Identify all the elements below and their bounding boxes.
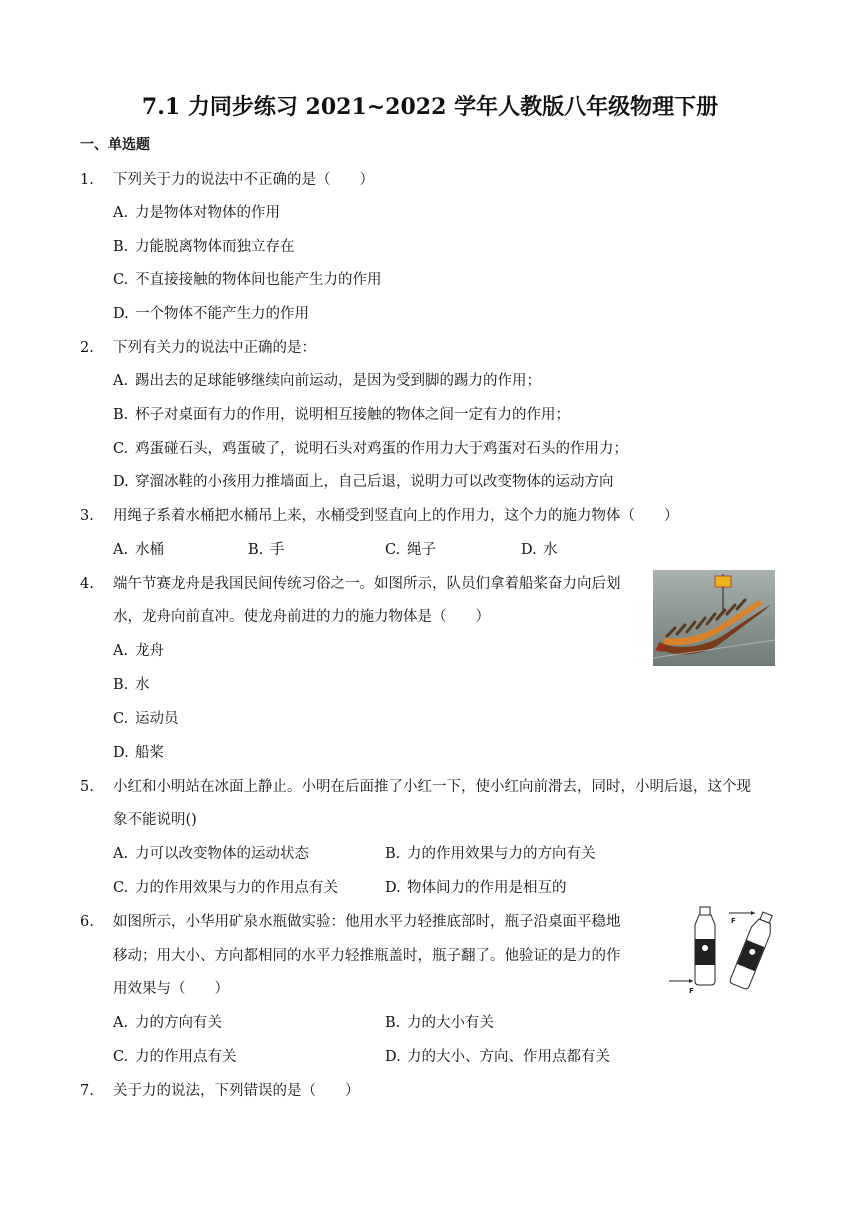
option (113, 540, 164, 560)
question-stem: 下列关于力的说法中不正确的是（ ） (113, 172, 374, 188)
option (113, 709, 179, 729)
document-title: 7.1 力同步练习 2021~2022 学年人教版八年级物理下册 (141, 94, 719, 120)
option (113, 304, 309, 324)
option-text: 运动员 (135, 711, 179, 727)
option (113, 203, 280, 223)
option-letter: C. (113, 441, 129, 457)
question-stem: 下列有关力的说法中正确的是： (113, 340, 316, 356)
flag-icon (715, 576, 731, 587)
option (113, 237, 295, 257)
question-stem: 移动；用大小、方向都相同的水平力轻推瓶盖时，瓶子翻了。他验证的是力的作 (113, 948, 621, 964)
option-text: 手 (270, 542, 285, 558)
option-letter: B. (113, 677, 129, 693)
option-letter: C. (113, 711, 129, 727)
option-letter: B. (113, 407, 129, 423)
option-letter: B. (385, 846, 401, 862)
option-text: 鸡蛋碰石头，鸡蛋破了，说明石头对鸡蛋的作用力大于鸡蛋对石头的作用力； (135, 441, 628, 457)
option (113, 270, 382, 290)
option (113, 1013, 222, 1033)
bottle-cap-icon (700, 907, 710, 915)
question-stem: 关于力的说法，下列错误的是（ ） (113, 1083, 360, 1099)
option-letter: A. (113, 1015, 129, 1031)
label-logo-icon (702, 945, 708, 951)
question-stem: 用绳子系着水桶把水桶吊上来，水桶受到竖直向上的作用力，这个力的施力物体（ ） (113, 508, 679, 524)
option-letter: C. (113, 272, 129, 288)
dragon-boat-photo (653, 570, 775, 666)
option-text: 龙舟 (135, 643, 164, 659)
water-bottles-figure (663, 905, 778, 995)
option-letter: A. (113, 373, 129, 389)
question-stem: 象不能说明() (113, 812, 197, 828)
question-stem: 用效果与（ ） (113, 981, 229, 997)
option-text: 穿溜冰鞋的小孩用力推墙面上，自己后退，说明力可以改变物体的运动方向 (135, 474, 614, 490)
option-text: 力是物体对物体的作用 (135, 205, 280, 221)
option-letter: C. (385, 542, 401, 558)
question-stem: 小红和小明站在冰面上静止。小明在后面推了小红一下，使小红向前滑去，同时，小明后退，这个现 (113, 779, 751, 795)
option (521, 540, 558, 560)
option (385, 1013, 494, 1033)
option-text: 水 (135, 677, 150, 693)
upright-bottle (695, 907, 715, 985)
question-number: 3. (80, 508, 94, 524)
option (113, 743, 164, 763)
option-letter: A. (113, 205, 129, 221)
option-text: 力的作用点有关 (135, 1049, 237, 1065)
option-letter: A. (113, 643, 129, 659)
option-letter: D. (521, 542, 537, 558)
option (113, 675, 150, 695)
question-stem: 端午节赛龙舟是我国民间传统习俗之一。如图所示，队员们拿着船桨奋力向后划 (113, 576, 621, 592)
option-letter: D. (113, 474, 129, 490)
option-letter: B. (248, 542, 264, 558)
option-text: 水桶 (135, 542, 164, 558)
option (113, 641, 164, 661)
option-text: 力的方向有关 (135, 1015, 222, 1031)
option (113, 371, 541, 391)
option-letter: D. (385, 880, 401, 896)
option-letter: B. (113, 239, 129, 255)
option (385, 540, 436, 560)
question-stem: 如图所示，小华用矿泉水瓶做实验：他用水平力轻推底部时，瓶子沿桌面平稳地 (113, 914, 621, 930)
section-heading: 一、单选题 (80, 137, 150, 153)
option-text: 力的作用效果与力的方向有关 (407, 846, 596, 862)
option-letter: D. (113, 306, 129, 322)
option-letter: A. (113, 846, 129, 862)
bottle-label (696, 939, 715, 965)
question-number: 6. (80, 914, 94, 930)
option (385, 878, 567, 898)
option (385, 1047, 610, 1067)
option (113, 405, 570, 425)
option (248, 540, 285, 560)
option (113, 439, 628, 459)
option-letter: C. (113, 880, 129, 896)
option-text: 力的大小有关 (407, 1015, 494, 1031)
option-text: 力的大小、方向、作用点都有关 (407, 1049, 610, 1065)
option-text: 力可以改变物体的运动状态 (135, 846, 309, 862)
option-text: 不直接接触的物体间也能产生力的作用 (135, 272, 382, 288)
option (113, 472, 614, 492)
option-text: 踢出去的足球能够继续向前运动，是因为受到脚的踢力的作用； (135, 373, 541, 389)
question-number: 1. (80, 172, 94, 188)
arrow-head-icon (689, 979, 693, 983)
option-letter: D. (113, 745, 129, 761)
question-number: 4. (80, 576, 94, 592)
force-label-top: F (731, 917, 736, 925)
option-text: 船桨 (135, 745, 164, 761)
option-text: 力的作用效果与力的作用点有关 (135, 880, 338, 896)
option-letter: A. (113, 542, 129, 558)
question-number: 5. (80, 779, 94, 795)
option-text: 水 (543, 542, 558, 558)
option-text: 一个物体不能产生力的作用 (135, 306, 309, 322)
question-number: 2. (80, 340, 94, 356)
option-letter: C. (113, 1049, 129, 1065)
question-stem: 水，龙舟向前直冲。使龙舟前进的力的施力物体是（ ） (113, 609, 490, 625)
arrow-head-icon (751, 911, 755, 915)
force-label-bottom: F (689, 987, 694, 995)
tilted-bottle (729, 910, 777, 990)
option-letter: B. (385, 1015, 401, 1031)
option-letter: D. (385, 1049, 401, 1065)
option (113, 844, 309, 864)
option-text: 物体间力的作用是相互的 (407, 880, 567, 896)
question-number: 7. (80, 1083, 94, 1099)
option-text: 力能脱离物体而独立存在 (135, 239, 295, 255)
option-text: 杯子对桌面有力的作用，说明相互接触的物体之间一定有力的作用； (135, 407, 570, 423)
option (113, 1047, 237, 1067)
option (385, 844, 596, 864)
option (113, 878, 338, 898)
option-text: 绳子 (407, 542, 436, 558)
